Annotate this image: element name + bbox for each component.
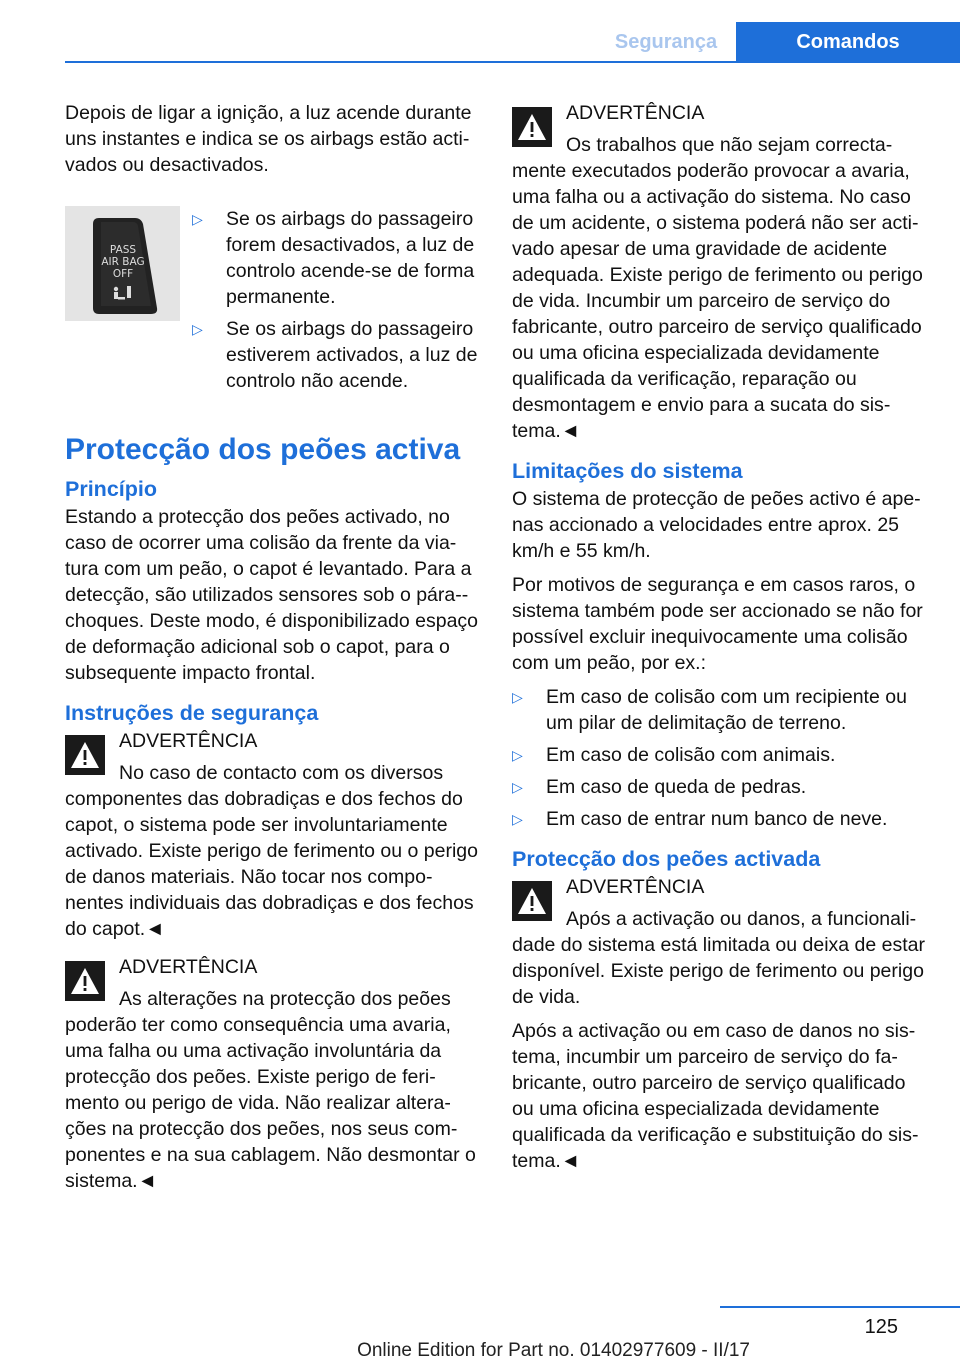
- passenger-airbag-off-indicator-image: [65, 206, 180, 321]
- limits-paragraph: O sistema de protecção de peões activo é apenas accionado a velocidades entre aprox. 25 km/h e 55 km/h.: [512, 488, 921, 562]
- right-column: [512, 100, 928, 1182]
- indicator-label-pass: PASS: [109, 244, 137, 256]
- warning-text: As alterações na protecção dos peões poderão ter como consequência uma avaria, uma falha ou uma activação involuntária da protecção dos peões. Existe perigo de ferimento ou perigo de vida. Não realizar alterações na protecção dos peões, nos seus componentes e na sua cablagem. Não desmontar o sistema.◄: [65, 988, 476, 1192]
- triangle-right-icon: ▷: [512, 747, 523, 763]
- warning-title: ADVERTÊNCIA: [566, 876, 705, 898]
- triangle-right-icon: ▷: [512, 689, 523, 705]
- indicator-figure-row: [65, 206, 480, 400]
- warning-triangle-icon: [512, 881, 552, 921]
- indicator-label-off: OFF: [112, 268, 134, 280]
- warning-triangle-icon: [65, 961, 105, 1001]
- indicator-bullet-list: [192, 206, 480, 400]
- warning-title: ADVERTÊNCIA: [119, 956, 258, 978]
- principle-paragraph: Estando a protecção dos peões activado, no caso de ocorrer uma colisão da frente da viatura com um peão, o capot é levantado. Para a detecção, são utilizados sensores sob o pára--choques. Deste modo, é disponibilizado espaço de deformação adicional sob o capot, para o subsequente impacto frontal.: [65, 506, 479, 684]
- heading-active-pedestrian-protection: Protecção dos peões activa: [65, 433, 461, 466]
- warning-text: Os trabalhos que não sejam correctamente executados poderão provocar a avaria, uma falha ou a activação do sistema. No caso de um acidente, o sistema poderá não ser activado apesar de uma gravidade de acidente adequada. Existe perigo de ferimento ou perigo de vida. Incumbir um parceiro de serviço do fabricante, outro parceiro de serviço qualificado ou uma oficina especializada devidamente qualificada da verificação, reparação ou desmontagem e envio para a sucata do sistema.◄: [512, 134, 923, 442]
- triangle-right-icon: ▷: [512, 811, 523, 827]
- limits-paragraph: Por motivos de segurança e em casos raros, o sistema também pode ser accionado se não for possível excluir inequivocamente uma colisão com um peão, por ex.:: [512, 574, 923, 674]
- list-item: ▷ Em caso de colisão com um recipiente ou um pilar de delimitação de terreno.: [512, 686, 907, 734]
- airbag-indicator-illustration: [65, 206, 180, 321]
- list-item: ▷ Em caso de entrar num banco de neve.: [512, 808, 888, 830]
- warning-text: Após a activação ou danos, a funcionalidade do sistema está limitada ou deixa de estar disponível. Existe perigo de ferimento ou perigo de vida.: [512, 908, 925, 1008]
- heading-principle: Princípio: [65, 477, 157, 501]
- warning-title: ADVERTÊNCIA: [566, 102, 705, 124]
- heading-pedestrian-protection-activated: Protecção dos peões activada: [512, 847, 821, 871]
- warning-block: [512, 100, 928, 444]
- warning-block: [512, 874, 928, 1010]
- triangle-right-icon: ▷: [192, 211, 203, 227]
- list-item: ▷ Se os airbags do passageiro forem desactivados, a luz de controlo acende-se de forma permanente.: [192, 208, 475, 308]
- list-item: ▷ Se os airbags do passageiro estiverem activados, a luz de controlo não acende.: [192, 318, 478, 392]
- page-number: 125: [864, 1316, 898, 1338]
- warning-triangle-icon: [65, 735, 105, 775]
- left-column: [65, 100, 480, 1202]
- heading-safety-instructions: Instruções de segurança: [65, 701, 319, 725]
- warning-title: ADVERTÊNCIA: [119, 730, 258, 752]
- activated-paragraph: Após a activação ou em caso de danos no sistema, incumbir um parceiro de serviço do fabricante, outro parceiro de serviço qualificado ou uma oficina especializada devidamente qualificada da verificação e substituição do sistema.◄: [512, 1020, 919, 1172]
- footer-rule: [720, 1306, 960, 1308]
- warning-text: No caso de contacto com os diversos componentes das dobradiças e dos fechos do capot, o sistema pode ser involuntariamente activado. Existe perigo de ferimento ou o perigo de danos materiais. Não tocar nos componentes individuais das dobradiças e dos fechos do capot.◄: [65, 762, 478, 940]
- warning-block: [65, 954, 480, 1194]
- triangle-right-icon: ▷: [512, 779, 523, 795]
- limits-bullet-list: [512, 684, 928, 832]
- warning-triangle-icon: [512, 107, 552, 147]
- warning-block: [65, 728, 480, 942]
- indicator-label-airbag: AIR BAG: [101, 256, 145, 268]
- triangle-right-icon: ▷: [192, 321, 203, 337]
- list-item: ▷ Em caso de queda de pedras.: [512, 776, 807, 798]
- header-rule: [65, 61, 960, 63]
- intro-paragraph: Depois de ligar a ignição, a luz acende durante uns instantes e indica se os airbags estão activados ou desactivados.: [65, 102, 472, 176]
- edition-footer: Online Edition for Part no. 01402977609 - II/17: [357, 1340, 750, 1361]
- heading-system-limitations: Limitações do sistema: [512, 459, 743, 483]
- section-tab: Segurança: [614, 31, 718, 53]
- chapter-tab: Comandos: [736, 22, 960, 62]
- list-item: ▷ Em caso de colisão com animais.: [512, 744, 836, 766]
